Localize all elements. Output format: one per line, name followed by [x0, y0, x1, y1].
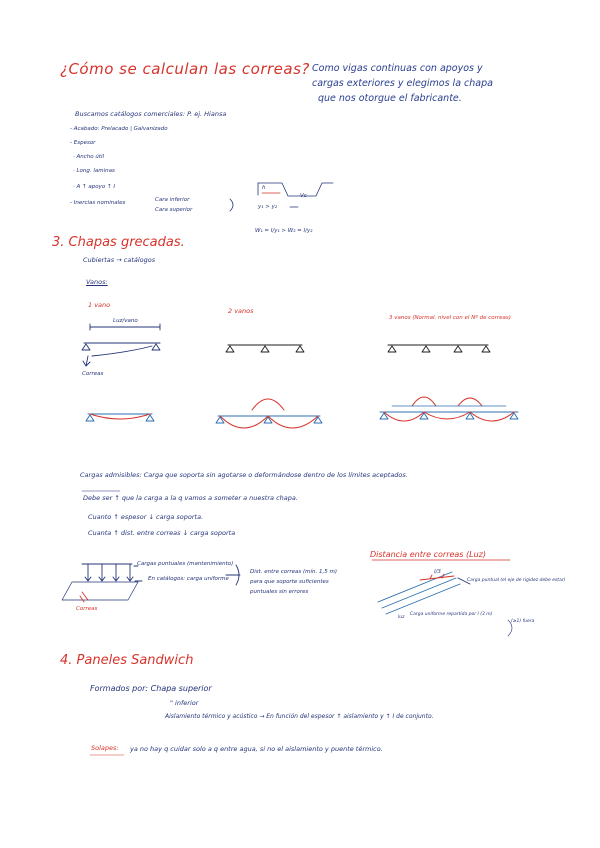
dist-correas-diagram	[372, 560, 512, 636]
solapes-label: Solapes:	[91, 744, 119, 752]
solapes-text: ya no hay q cuidar solo a q entre agua, si no el aislamiento y puente térmico.	[130, 745, 383, 753]
vanos-label: Vanos:	[86, 278, 108, 286]
span-2-label: 2 vanos	[228, 307, 254, 315]
dist-fin: (≥1) fuera	[511, 619, 535, 624]
heading-note-line3: que nos otorgue el fabricante.	[318, 93, 462, 104]
diag-uniforme-label: En catálogos: carga uniforme	[148, 576, 229, 582]
dist-cota: l/3	[434, 569, 441, 575]
cargas-line3: Cuanto ↑ espesor ↓ carga soporta.	[88, 513, 204, 521]
diag-note-line3: puntuales sin errores	[250, 589, 309, 595]
profile-vc-label: Vc	[300, 193, 307, 199]
profile-h-label: h	[262, 185, 266, 191]
diag-correas-label: Correas	[76, 606, 98, 612]
dist-title: Distancia entre correas (Luz)	[370, 550, 486, 559]
diag-note-line1: Dist. entre correas (mín. 1,5 m)	[250, 569, 337, 575]
diag-puntual-label: Cargas puntuales (mantenimiento)	[137, 561, 234, 567]
cargas-line2: Debe ser ↑ que la carga a la q vamos a someter a nuestra chapa.	[83, 494, 298, 502]
load-diagram	[62, 561, 240, 602]
moment-diagram-2	[216, 399, 322, 428]
correas-label: Correas	[82, 371, 104, 377]
dist-rigidez: Carga puntual (el eje de rigidez debe estar)	[467, 578, 566, 583]
profile-sketch	[230, 183, 333, 211]
paneles-line1: Formados por: Chapa superior	[90, 684, 212, 693]
span-3-diagram	[388, 345, 490, 352]
heading-note-line2: cargas exteriores y elegimos la chapa	[312, 78, 493, 89]
bullet-inercias-inferior: Cara inferior	[155, 197, 190, 203]
bullet-long: · Long. laminas	[73, 168, 115, 174]
span-1-diagram	[82, 324, 160, 366]
catalog-title: Buscamos catálogos comerciales: P. ej. Hiansa	[75, 110, 227, 118]
paneles-line2: " inferior	[170, 699, 199, 707]
span-2-diagram	[226, 345, 304, 352]
moment-diagram-3	[380, 397, 518, 421]
heading-correas: ¿Cómo se calculan las correas?	[60, 60, 310, 78]
bullet-apoyo: · A ↑ apoyo ↑ I	[73, 184, 115, 190]
moment-diagram-1	[86, 414, 154, 421]
sub-cubiertas: Cubiertas → catálogos	[83, 256, 156, 264]
span-3-label: 3 vanos (Normal. nivel con el Nº de correas)	[389, 315, 511, 321]
bullet-ancho: · Ancho útil	[73, 154, 105, 160]
bullet-inercias-superior: Cara superior	[155, 207, 193, 213]
cargas-line1: Cargas admisibles: Carga que soporta sin agotarse o deformándose dentro de los límites aceptados.	[80, 471, 408, 479]
luz-vano-label: Luz/vano	[113, 318, 138, 324]
profile-y-label: y₁ > y₂	[258, 204, 278, 210]
dist-cont: Carga uniforme repartida por l (3 m)	[410, 612, 493, 617]
bullet-acabado: - Acabado: Prelacado | Galvanizado	[70, 126, 168, 132]
bullet-inercias: - Inercias nominales	[70, 200, 126, 206]
dist-luz: luz	[398, 615, 405, 620]
profile-formula: W₁ = I/y₁ > W₂ = I/y₂	[255, 228, 313, 234]
heading-note-line1: Como vigas continuas con apoyos y	[312, 63, 483, 74]
paneles-line3: Aislamiento térmico y acústico → En función del espesor ↑ aislamiento y ↑ I de conjunto.	[165, 713, 434, 720]
heading-chapas: 3. Chapas grecadas.	[52, 235, 185, 250]
cargas-line4: Cuanta ↑ dist. entre correas ↓ carga soporta	[88, 529, 236, 537]
heading-paneles: 4. Paneles Sandwich	[60, 653, 194, 668]
bullet-espesor: - Espesor	[70, 140, 96, 146]
diag-note-line2: para que soporte suficientes	[250, 579, 329, 585]
span-1-label: 1 vano	[88, 301, 111, 309]
